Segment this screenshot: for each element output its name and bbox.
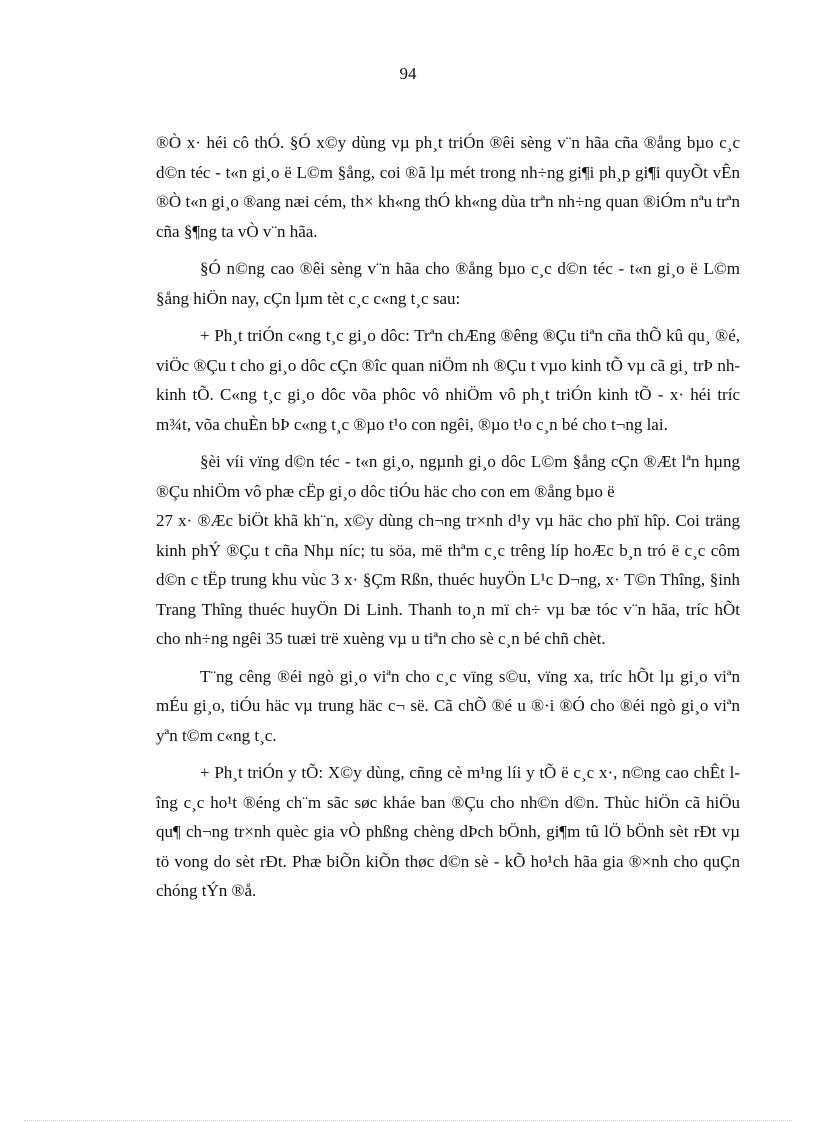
paragraph-3: + Ph¸t triÓn c«ng t¸c gi¸o dôc: Trªn chÆng ®êng ®Çu tiªn cña thÕ kû qu¸ ®é, viÖc ®Çu t cho gi¸o dôc cÇn ®îc quan niÖm nh ®Çu t vµo kinh tÕ vµ cã gi¸ trÞ nh kinh tÕ. C«ng t¸c gi¸o dôc võa phôc vô nhiÖm vô ph¸t triÓn kinh tÕ - x· héi tríc m¾t, võa chuÈn bÞ c«ng t¸c ®µo t¹o con ngêi, ®µo t¹o c¸n bé cho t¬ng lai. xyxy=(156,326,740,434)
page-number: 94 xyxy=(399,64,417,83)
paragraph-6: T¨ng cêng ®éi ngò gi¸o viªn cho c¸c vïng s©u, vïng xa, tríc hÕt lµ gi¸o viªn mÉu gi¸o, tiÓu häc vµ trung häc c¬ së. Cã chÕ ®é u ®·i ®Ó cho ®éi ngò gi¸o viªn yªn t©m c«ng t¸c. xyxy=(156,666,740,745)
paragraph-4: §èi víi vïng d©n téc - t«n gi¸o, ngµnh gi¸o dôc L©m §ång cÇn ®Æt lªn hµng ®Çu nhiÖm vô phæ cËp gi¸o dôc tiÓu häc cho con em ®ång bµo ë xyxy=(156,452,740,501)
paragraph-5: 27 x· ®Æc biÖt khã kh¨n, x©y dùng ch¬ng tr×nh d¹y vµ häc cho phï hîp. Coi träng kinh phÝ ®Çu t cña Nhµ níc; tu söa, më thªm c¸c trêng líp hoÆc b¸n tró ë c¸c côm d©n c tËp trung khu vùc 3 x· §Çm Rßn, thuéc huyÖn L¹c D¬ng, x· T©n Thîng, §inh Trang Thîng thuéc huyÖn Di Linh. Thanh to¸n mï ch÷ vµ bæ tóc v¨n hãa, tríc hÕt cho nh÷ng ngêi 35 tuæi trë xuèng vµ u tiªn cho sè c¸n bé chñ chèt. xyxy=(156,511,740,648)
paragraph-1: ®Ò x· héi cô thÓ. §Ó x©y dùng vµ ph¸t triÓn ®êi sèng v¨n hãa cña ®ång bµo c¸c d©n téc - t«n gi¸o ë L©m §ång, coi ®ã lµ mét trong nh÷ng gi¶i ph¸p gi¶i quyÕt vÊn ®Ò t«n gi¸o ®ang næi cém, th× kh«ng thÓ kh«ng dùa trªn nh÷ng quan ®iÓm nªu trªn cña §¶ng ta vÒ v¨n hãa. xyxy=(156,133,740,241)
bottom-rule xyxy=(24,1120,792,1121)
document-body xyxy=(156,128,740,914)
paragraph-2: §Ó n©ng cao ®êi sèng v¨n hãa cho ®ång bµo c¸c d©n téc - t«n gi¸o ë L©m §ång hiÖn nay, cÇn lµm tèt c¸c c«ng t¸c sau: xyxy=(156,259,740,308)
paragraph-7: + Ph¸t triÓn y tÕ: X©y dùng, cñng cè m¹ng líi y tÕ ë c¸c x·, n©ng cao chÊt lîng c¸c ho¹t ®éng ch¨m sãc søc kháe ban ®Çu cho nh©n d©n. Thùc hiÖn cã hiÖu qu¶ ch¬ng tr×nh quèc gia vÒ phßng chèng dÞch bÖnh, gi¶m tû lÖ bÖnh sèt rÐt vµ tö vong do sèt rÐt. Phæ biÕn kiÕn thøc d©n sè - kÕ ho¹ch hãa gia ®×nh cho quÇn chóng tÝn ®å. xyxy=(156,763,740,900)
